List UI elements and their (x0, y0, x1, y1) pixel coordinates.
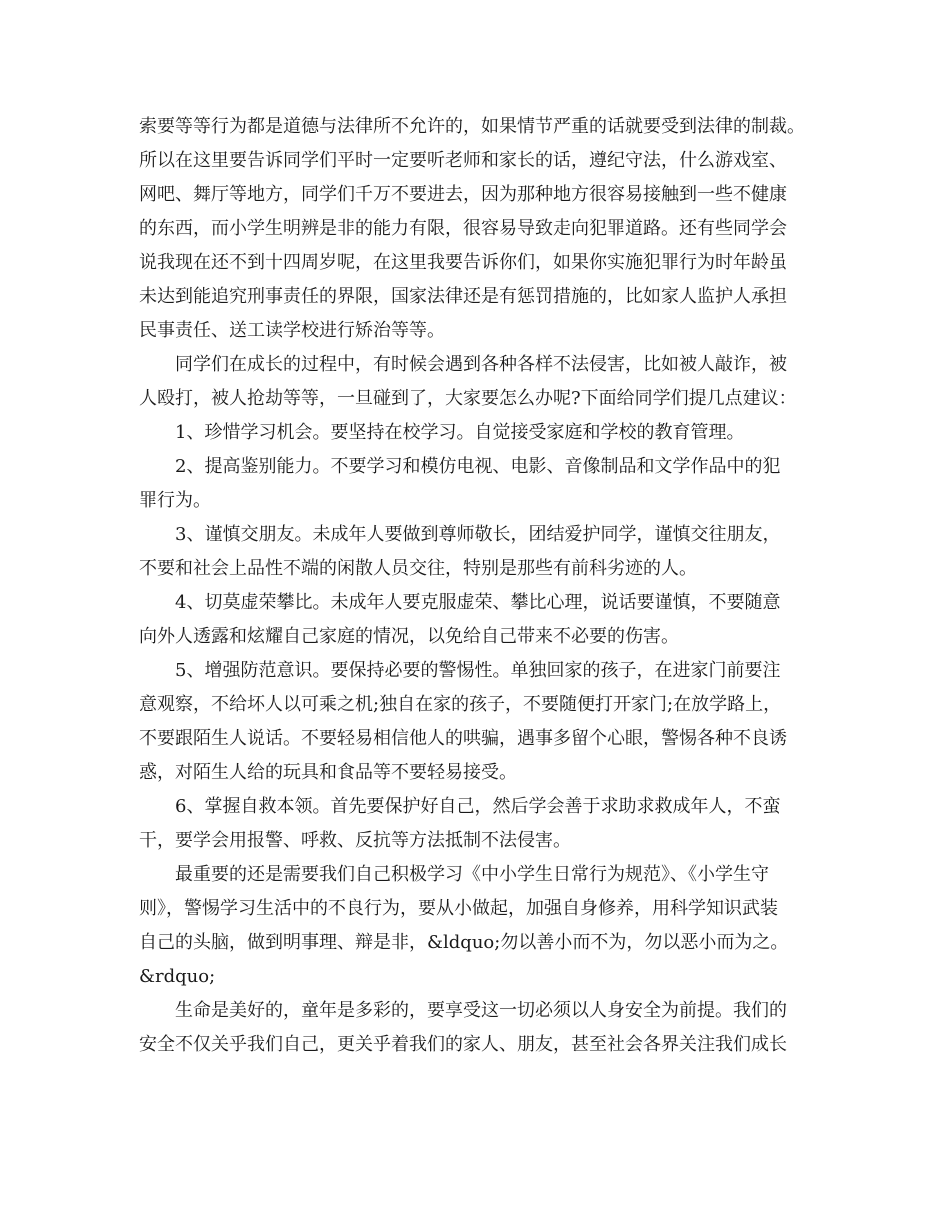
text-line: 同学们在成长的过程中，有时候会遇到各种各样不法侵害，比如被人敲诈，被 (175, 354, 787, 375)
text-line: 干，要学会用报警、呼救、反抗等方法抵制不法侵害。 (139, 830, 571, 851)
text-line: 索要等等行为都是道德与法律所不允许的，如果情节严重的话就要受到法律的制裁。 (139, 116, 805, 137)
text-line: 则》，警惕学习生活中的不良行为，要从小做起，加强自身修养，用科学知识武装 (139, 898, 778, 919)
text-line: 3、谨慎交朋友。未成年人要做到尊师敬长，团结爱护同学，谨慎交往朋友， (175, 524, 781, 545)
text-line: 向外人透露和炫耀自己家庭的情况，以免给自己带来不必要的伤害。 (139, 626, 679, 647)
text-line: 不要跟陌生人说话。不要轻易相信他人的哄骗，遇事多留个心眼，警惕各种不良诱 (139, 728, 787, 749)
text-line: 6、掌握自救本领。首先要保护好自己，然后学会善于求助求救成年人，不蛮 (175, 796, 781, 817)
text-line: 2、提高鉴别能力。不要学习和模仿电视、电影、音像制品和文学作品中的犯 (175, 456, 781, 477)
text-line: 惑，对陌生人给的玩具和食品等不要轻易接受。 (139, 762, 517, 783)
document-body (139, 110, 839, 1062)
text-line: 1、珍惜学习机会。要坚持在校学习。自觉接受家庭和学校的教育管理。 (175, 422, 745, 443)
text-line: &rdquo; (139, 966, 216, 987)
text-line: 生命是美好的，童年是多彩的，要享受这一切必须以人身安全为前提。我们的 (175, 1000, 787, 1021)
text-line: 说我现在还不到十四周岁呢，在这里我要告诉你们，如果你实施犯罪行为时年龄虽 (139, 252, 787, 273)
text-line: 所以在这里要告诉同学们平时一定要听老师和家长的话，遵纪守法，什么游戏室、 (139, 150, 787, 171)
text-line: 不要和社会上品性不端的闲散人员交往，特别是那些有前科劣迹的人。 (139, 558, 697, 579)
text-line: 未达到能追究刑事责任的界限，国家法律还是有惩罚措施的，比如家人监护人承担 (139, 286, 787, 307)
text-line: 民事责任、送工读学校进行矫治等等。 (139, 320, 445, 341)
text-line: 网吧、舞厅等地方，同学们千万不要进去，因为那种地方很容易接触到一些不健康 (139, 184, 787, 205)
text-line: 安全不仅关乎我们自己，更关乎着我们的家人、朋友，甚至社会各界关注我们成长 (139, 1034, 787, 1055)
text-line: 最重要的还是需要我们自己积极学习《中小学生日常行为规范》、《小学生守 (175, 864, 769, 885)
text-line: 自己的头脑，做到明事理、辩是非，&ldquo;勿以善小而不为，勿以恶小而为之。 (139, 932, 789, 953)
text-line: 的东西，而小学生明辨是非的能力有限，很容易导致走向犯罪道路。还有些同学会 (139, 218, 787, 239)
text-line: 罪行为。 (139, 490, 211, 511)
text-line: 意观察，不给坏人以可乘之机;独自在家的孩子，不要随便打开家门;在放学路上， (139, 694, 782, 715)
text-line: 4、切莫虚荣攀比。未成年人要克服虚荣、攀比心理，说话要谨慎，不要随意 (175, 592, 781, 613)
text-line: 5、增强防范意识。要保持必要的警惕性。单独回家的孩子，在进家门前要注 (175, 660, 781, 681)
text-line: 人殴打，被人抢劫等等，一旦碰到了，大家要怎么办呢?下面给同学们提几点建议： (139, 388, 797, 409)
